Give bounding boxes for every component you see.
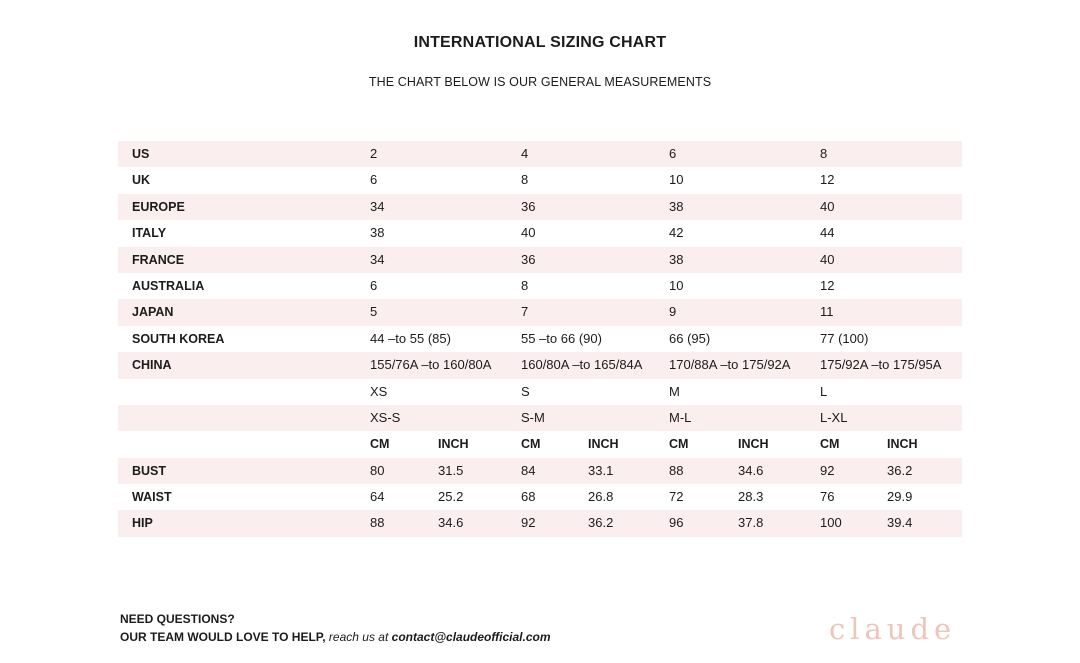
table-cell: 12 [820, 172, 835, 188]
table-cell: 6 [370, 172, 378, 188]
table-cell: 25.2 [438, 489, 464, 505]
table-cell: 100 [820, 515, 842, 531]
table-cell: 88 [669, 462, 684, 478]
table-cell: S-M [521, 409, 545, 425]
footer-help-line [120, 628, 551, 646]
table-cell: 38 [669, 198, 684, 214]
table-cell: 29.9 [887, 489, 913, 505]
table-cell: 26.8 [588, 489, 614, 505]
table-row [118, 299, 962, 325]
row-label: CHINA [132, 358, 172, 373]
unit-inch: INCH [887, 437, 918, 452]
table-cell: 33.1 [588, 462, 614, 478]
row-label: US [132, 147, 150, 161]
unit-cm: CM [669, 437, 689, 452]
unit-inch: INCH [738, 437, 769, 452]
table-cell: 64 [370, 489, 385, 505]
unit-inch: INCH [588, 437, 619, 452]
table-cell: 37.8 [738, 515, 764, 531]
table-cell: M [669, 383, 680, 399]
footer-help: OUR TEAM WOULD LOVE TO HELP, [120, 630, 326, 644]
table-cell: 66 (95) [669, 330, 711, 346]
unit-cm: CM [370, 437, 390, 452]
row-label: ITALY [132, 226, 167, 241]
table-cell: 68 [521, 489, 536, 505]
table-cell: 8 [521, 277, 529, 293]
contact-footer [120, 610, 551, 646]
table-cell: 28.3 [738, 489, 764, 505]
table-cell: 38 [669, 251, 684, 267]
table-cell: L-XL [820, 409, 848, 425]
table-cell: 6 [669, 146, 677, 161]
table-cell: 36 [521, 251, 536, 267]
table-cell: 7 [521, 304, 529, 320]
row-label: AUSTRALIA [132, 278, 205, 293]
table-cell: 170/88A –to 175/92A [669, 357, 791, 373]
brand-logo: claude [829, 612, 957, 646]
unit-header-row [118, 431, 962, 457]
row-label: HIP [132, 516, 153, 531]
table-row [118, 141, 962, 167]
table-cell: 76 [820, 489, 835, 505]
table-cell: 36.2 [887, 462, 913, 478]
table-cell: 34.6 [738, 462, 764, 478]
table-cell: 11 [820, 304, 834, 320]
table-cell: 55 –to 66 (90) [521, 330, 602, 346]
table-cell: 84 [521, 462, 536, 478]
table-cell: 34 [370, 198, 385, 214]
table-cell: 92 [820, 462, 835, 478]
table-cell: 88 [370, 515, 385, 531]
table-cell: 160/80A –to 165/84A [521, 357, 643, 373]
table-cell: 72 [669, 489, 684, 505]
table-row [118, 326, 962, 352]
table-cell: 10 [669, 277, 684, 293]
table-cell: 44 –to 55 (85) [370, 330, 451, 346]
table-cell: 175/92A –to 175/95A [820, 357, 942, 373]
table-cell: 40 [521, 225, 536, 241]
table-cell: 8 [521, 172, 529, 188]
contact-email-link[interactable]: contact@claudeofficial.com [391, 630, 551, 644]
page-subtitle: THE CHART BELOW IS OUR GENERAL MEASUREMENTS [368, 75, 712, 89]
table-cell: 10 [669, 172, 684, 188]
row-label: FRANCE [132, 252, 185, 267]
table-cell: S [521, 383, 530, 399]
row-label: SOUTH KOREA [132, 331, 225, 346]
table-cell: 96 [669, 515, 684, 531]
table-cell: 36.2 [588, 515, 614, 531]
table-cell: 155/76A –to 160/80A [370, 357, 492, 373]
row-label: JAPAN [132, 305, 174, 320]
table-row [118, 510, 962, 536]
footer-question: NEED QUESTIONS? [120, 612, 235, 626]
table-row [118, 220, 962, 246]
table-cell: 80 [370, 462, 385, 478]
table-cell: M-L [669, 409, 692, 425]
table-row [118, 247, 962, 273]
table-row [118, 379, 962, 405]
table-cell: 12 [820, 277, 835, 293]
unit-cm: CM [521, 437, 541, 452]
table-cell: 36 [521, 198, 536, 214]
table-cell: 40 [820, 198, 835, 214]
table-cell: L [820, 383, 828, 399]
table-row [118, 484, 962, 510]
table-cell: 34.6 [438, 515, 464, 531]
table-cell: 38 [370, 225, 385, 241]
table-cell: 40 [820, 251, 835, 267]
table-row [118, 352, 962, 378]
table-cell: 34 [370, 251, 385, 267]
table-cell: 4 [521, 146, 529, 161]
table-row [118, 273, 962, 299]
row-label: BUST [132, 463, 167, 478]
table-cell: 39.4 [887, 515, 913, 531]
footer-reach: reach us at [328, 630, 389, 644]
table-cell: 6 [370, 277, 378, 293]
table-cell: XS-S [370, 409, 401, 425]
table-row [118, 194, 962, 220]
table-cell: 9 [669, 304, 677, 320]
table-cell: 92 [521, 515, 536, 531]
table-cell: 31.5 [438, 462, 464, 478]
unit-cm: CM [820, 437, 840, 452]
table-row [118, 405, 962, 431]
table-cell: 5 [370, 304, 378, 320]
table-cell: XS [370, 383, 388, 399]
table-cell: 77 (100) [820, 330, 869, 346]
page-title: INTERNATIONAL SIZING CHART [413, 34, 667, 51]
row-label: EUROPE [132, 199, 185, 214]
table-row [118, 458, 962, 484]
table-row [118, 167, 962, 193]
table-cell: 42 [669, 225, 684, 241]
table-cell: 44 [820, 225, 835, 241]
table-cell: 8 [820, 146, 828, 161]
row-label: UK [132, 173, 151, 188]
row-label: WAIST [132, 490, 172, 505]
unit-inch: INCH [438, 437, 469, 452]
table-cell: 2 [370, 146, 378, 161]
sizing-table [118, 141, 962, 537]
